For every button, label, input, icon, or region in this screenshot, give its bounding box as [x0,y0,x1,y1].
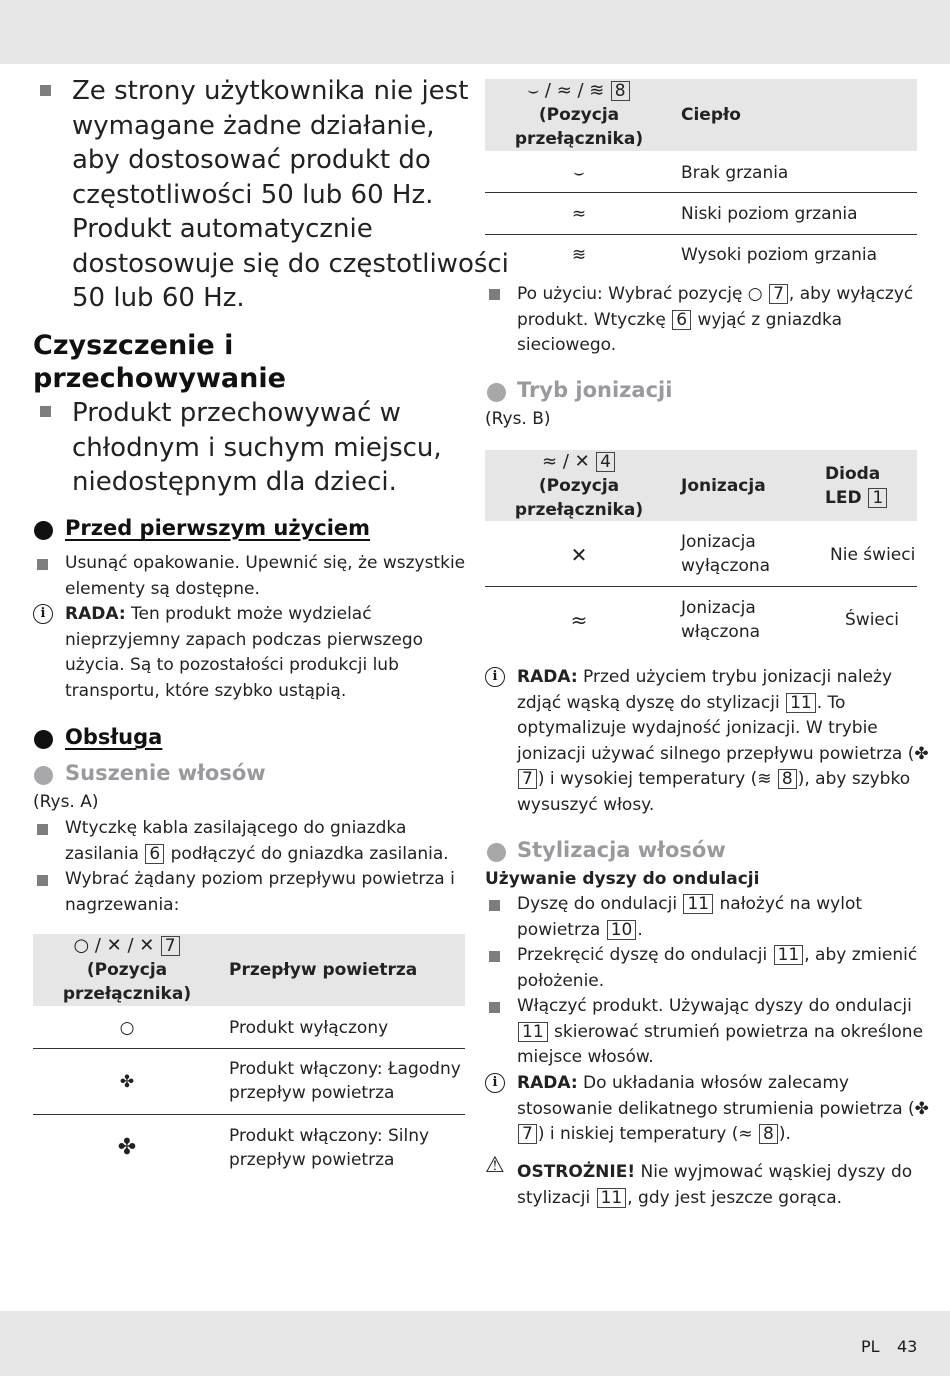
switch-header [485,79,673,151]
header-label: przełącznika) [514,500,644,520]
text-line: chłodnym i suchym miejscu, [72,432,442,463]
heat-off-icon: ⌣ [573,163,585,183]
heading-line: Czyszczenie i [33,330,234,361]
text-line: Wtyczkę kabla zasilającego do gniazdka [65,818,407,838]
tip-label: RADA: [65,604,126,624]
figure-ref: (Rys. B) [485,409,551,429]
header-label: przełącznika) [62,984,192,1004]
header-label: (Pozycja [86,960,168,980]
part-number: 7 [518,769,537,789]
text-line: optymalizuje wydajność jonizacji. W trybie [517,718,878,738]
caution-note [517,1160,912,1211]
text-line: wyłączona [681,556,771,576]
after-use-bullet [517,282,913,359]
text-line: wysuszyć włosy. [517,794,655,815]
text-fragment: nałożyć na wylot [714,894,863,914]
bullet-icon [37,875,48,886]
intro-paragraph [72,74,509,316]
switch-icons: ○ / ✕ / ✕ [73,935,155,956]
subheading-curling: Używanie dyszy do ondulacji [485,869,760,889]
text-line: przepływ powietrza [229,1150,395,1170]
text-line: nagrzewania: [65,894,180,915]
table-cell: Produkt wyłączony [229,1018,389,1038]
text-line: nieprzyjemny zapach podczas pierwszego [65,629,424,650]
header-label: przełącznika) [514,129,644,149]
ion-on-icon: ≈ [570,608,588,632]
header-led [825,462,888,510]
tip-ionization [517,665,929,818]
text-fragment: , aby zmienić [804,945,918,965]
text-fragment: zasilania [65,843,145,864]
text-line: Usunąć opakowanie. Upewnić się, że wszystkie [65,553,466,573]
text-fragment: , aby wyłączyć [788,284,914,304]
heading-first-use: Przed pierwszym użyciem [65,516,371,540]
text-line: transportu, które szybko ustąpią. [65,680,347,701]
led-state: Nie świeci [830,545,916,565]
bullet-icon [40,406,51,417]
table-cell [681,530,770,578]
row-divider [485,192,917,193]
text-line: wymagane żadne działanie, [72,110,435,141]
text-line: miejsce włosów. [517,1047,654,1067]
text-fragment: wyjąć z gniazdka [692,309,843,330]
part-number: 10 [607,920,637,940]
info-icon: i [485,1073,505,1093]
text-line: aby dostosować produkt do [72,145,431,175]
text-line: Włączyć produkt. Używając dyszy do ondulacji [517,996,912,1016]
row-divider [33,1114,465,1115]
text-line: częstotliwości 50 lub 60 Hz. [72,179,434,210]
plug-bullet [65,816,449,867]
tip-label: RADA: [517,1073,578,1093]
text-fragment: Przed użyciem trybu jonizacji należy [583,667,893,687]
text-fragment: ), aby szybko [797,769,911,789]
top-band [0,0,950,64]
header-heat: Ciepło [681,105,741,125]
table-cell [229,1057,461,1105]
caution-label: OSTROŻNIE! [517,1162,636,1182]
table-cell: Niski poziom grzania [681,204,858,224]
text-line: dostosowuje się do częstotliwości [72,248,509,279]
text-line: 50 lub 60 Hz. [72,283,245,313]
text-line: przepływ powietrza [229,1083,395,1103]
header-label: LED [825,488,862,508]
part-number: 11 [786,693,816,713]
heat-low-icon: ≈ [571,204,587,224]
text-fragment: , gdy jest jeszcze gorąca. [627,1187,843,1208]
part-number: 8 [778,769,797,789]
ion-off-icon: ✕ [570,543,588,567]
text-line: Wybrać żądany poziom przepływu powietrza i [65,869,455,889]
warning-icon: ⚠ [485,1153,505,1178]
text-line: położenie. [517,970,605,991]
bullet-icon [489,900,500,911]
table-cell: Brak grzania [681,163,789,183]
text-line: włączona [681,622,761,642]
text-fragment: powietrza [517,919,606,940]
led-state: Świeci [845,610,899,630]
tip-label: RADA: [517,667,578,687]
switch-header [33,934,221,1006]
header-label: Dioda [825,464,881,484]
text-line: stosowanie delikatnego strumienia powietrza (✤ [517,1098,929,1119]
part-number: 11 [597,1188,627,1208]
fan-low-icon: ✤ [119,1072,135,1092]
part-number: 8 [759,1124,778,1144]
text-line: Produkt włączony: Silny [229,1126,430,1146]
subsection-dot-icon [34,766,53,785]
choose-bullet [65,867,455,918]
info-icon: i [485,667,505,687]
styling-bullet-1 [517,892,862,943]
part-number: 8 [611,81,630,101]
table-cell [229,1124,429,1172]
part-number: 7 [769,284,788,304]
header-airflow: Przepływ powietrza [229,960,418,980]
header-ionization: Jonizacja [681,476,766,496]
fan-high-icon: ✤ [117,1135,137,1160]
heading-drying: Suszenie włosów [65,761,266,785]
text-fragment: skierować strumień powietrza na określone [548,1021,924,1042]
heading-ionization: Tryb jonizacji [517,378,673,402]
text-line: Produkt włączony: Łagodny [229,1059,461,1079]
table-cell: Wysoki poziom grzania [681,245,878,265]
info-icon: i [33,604,53,624]
part-number: 6 [672,310,691,330]
text-fragment: zdjąć wąską dyszę do stylizacji [517,692,786,713]
part-number: 7 [518,1124,537,1144]
text-fragment: ) i wysokiej temperatury (≋ [537,769,777,789]
part-number: 7 [161,936,180,956]
ion-icons: ≈ / ✕ [542,451,590,472]
text-fragment: ). [778,1124,791,1144]
part-number: 11 [774,945,804,965]
storage-paragraph [72,396,442,500]
bullet-icon [489,289,500,300]
bullet-icon [37,559,48,570]
first-use-bullet [65,551,465,602]
part-number: 6 [145,844,164,864]
text-fragment: . [637,919,643,940]
heading-styling: Stylizacja włosów [517,838,726,862]
part-number: 11 [518,1022,548,1042]
styling-bullet-2 [517,943,917,994]
row-divider [33,1048,465,1049]
text-line: Produkt automatycznie [72,214,373,244]
tip-first-use [65,602,423,704]
switch-header [485,450,673,522]
section-dot-icon [34,521,53,540]
text-line: Ten produkt może wydzielać [131,604,372,624]
row-divider [485,234,917,235]
text-fragment: produkt. Wtyczkę [517,309,672,330]
heat-icons: ⌣ / ≈ / ≋ [527,80,605,101]
tip-styling [517,1071,929,1148]
language-code: PL [861,1337,880,1356]
bullet-icon [489,951,500,962]
text-line: Produkt przechowywać w [72,398,401,428]
bullet-icon [37,824,48,835]
text-line: Jonizacja [681,598,756,618]
header-label: (Pozycja [538,476,620,496]
text-fragment: Przekręcić dyszę do ondulacji [517,945,773,965]
figure-ref: (Rys. A) [33,792,99,812]
text-fragment: podłączyć do gniazdka zasilania. [165,843,449,864]
text-line: użycia. Są to pozostałości produkcji lub [65,655,399,675]
text-fragment: Po użyciu: Wybrać pozycję ○ [517,284,769,304]
text-fragment: . To [816,692,846,713]
bullet-icon [489,1002,500,1013]
part-number: 4 [596,452,615,472]
subsection-dot-icon [487,843,506,862]
section-heading-cleaning [33,329,286,395]
heading-operation: Obsługa [65,725,163,749]
part-number: 11 [683,894,713,914]
text-fragment: ) i niskiej temperatury (≈ [537,1124,759,1144]
text-fragment: Do układania włosów zalecamy [583,1073,849,1093]
section-dot-icon [34,730,53,749]
text-line: niedostępnym dla dzieci. [72,467,397,497]
text-fragment: stylizacji [517,1187,596,1208]
text-line: elementy są dostępne. [65,578,260,599]
bullet-icon [40,85,51,96]
page-number: 43 [897,1337,918,1356]
text-line: jonizacji używać silnego przepływu powietrza (✤ [517,743,929,764]
heading-line: przechowywanie [33,363,286,394]
table-cell [681,596,760,644]
text-line: Jonizacja [681,532,756,552]
text-line: Ze strony użytkownika nie jest [72,76,469,106]
heat-high-icon: ≋ [571,245,587,265]
row-divider [485,586,917,587]
off-icon: ○ [119,1018,135,1038]
part-number: 1 [868,488,887,508]
subsection-dot-icon [487,383,506,402]
text-fragment: Nie wyjmować wąskiej dyszy do [635,1162,913,1182]
text-fragment: Dyszę do ondulacji [517,894,683,914]
header-label: (Pozycja [538,105,620,125]
styling-bullet-3 [517,994,923,1071]
text-line: sieciowego. [517,335,617,355]
page-footer [0,1311,950,1376]
